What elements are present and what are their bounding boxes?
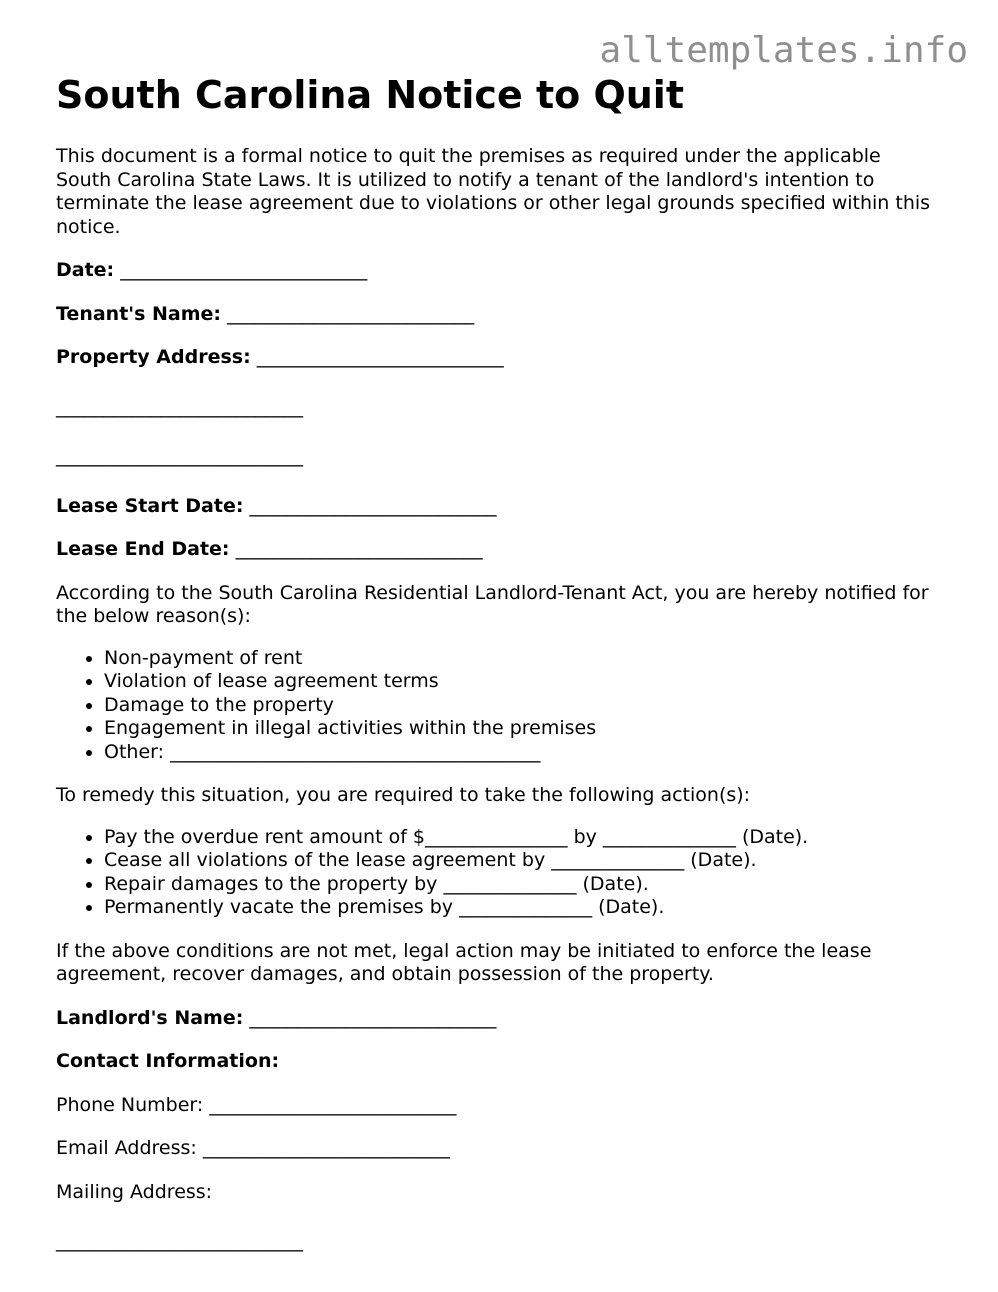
lease-start-field [56,495,936,519]
property-address-label: Property Address: [56,346,251,368]
remedy-paragraph: To remedy this situation, you are required to take the following action(s): [56,784,751,806]
property-address-blank[interactable]: __________________________ [256,346,504,368]
list-item: • Other: _______________________________________ [104,741,936,765]
tenant-name-blank[interactable]: __________________________ [227,302,475,325]
list-item: • Damage to the property [104,694,936,718]
consequence-paragraph: If the above conditions are not met, legal action may be initiated to enforce the lease agreement, recover damages, and obtain possession of the property. [56,939,872,985]
landlord-name-label: Landlord's Name: [56,1006,244,1029]
list-item: • Violation of lease agreement terms [104,670,936,694]
actions-list [56,826,936,920]
landlord-name-blank[interactable]: __________________________ [249,1006,497,1029]
tenant-name-label: Tenant's Name: [56,302,222,325]
lease-end-field [56,538,936,562]
property-address-field [56,346,936,370]
list-item: • Engagement in illegal activities within the premises [104,717,936,741]
phone-field [56,1094,936,1118]
email-field [56,1137,936,1161]
lease-start-blank[interactable]: __________________________ [249,494,497,517]
date-blank[interactable]: __________________________ [120,259,368,281]
contact-heading: Contact Information: [56,1050,280,1072]
list-item: • Permanently vacate the premises by ______________ (Date). [104,896,936,920]
mailing-address-blank[interactable]: __________________________ [56,1230,303,1252]
lease-start-label: Lease Start Date: [56,494,244,517]
date-field [56,259,936,283]
intro-paragraph: This document is a formal notice to quit the premises as required under the applicable South Carolina State Laws. It is utilized to notify a tenant of the landlord's intention to terminate the lease agreement due to violations or other legal grounds specified within this notice. [56,145,931,238]
document-title: South Carolina Notice to Quit [56,73,685,117]
mailing-address-label: Mailing Address: [56,1180,213,1203]
list-item: • Pay the overdue rent amount of $_______________ by ______________ (Date). [104,826,936,850]
list-item: • Repair damages to the property by ______________ (Date). [104,873,936,897]
notice-paragraph: According to the South Carolina Residential Landlord-Tenant Act, you are hereby notified for the below reason(s): [56,581,929,627]
reasons-list [56,647,936,765]
document-page [56,72,936,1254]
property-address-line-3[interactable]: __________________________ [56,445,303,467]
list-item: • Non-payment of rent [104,647,936,671]
email-blank[interactable]: __________________________ [202,1137,450,1159]
phone-blank[interactable]: __________________________ [209,1093,457,1116]
tenant-name-field [56,303,936,327]
phone-label: Phone Number: [56,1093,204,1116]
email-label: Email Address: [56,1137,197,1159]
lease-end-blank[interactable]: __________________________ [235,538,483,560]
landlord-name-field [56,1007,936,1031]
list-item: • Cease all violations of the lease agreement by ______________ (Date). [104,849,936,873]
watermark: alltemplates.info [599,30,968,71]
property-address-line-2[interactable]: __________________________ [56,395,303,418]
date-label: Date: [56,259,115,281]
lease-end-label: Lease End Date: [56,538,230,560]
